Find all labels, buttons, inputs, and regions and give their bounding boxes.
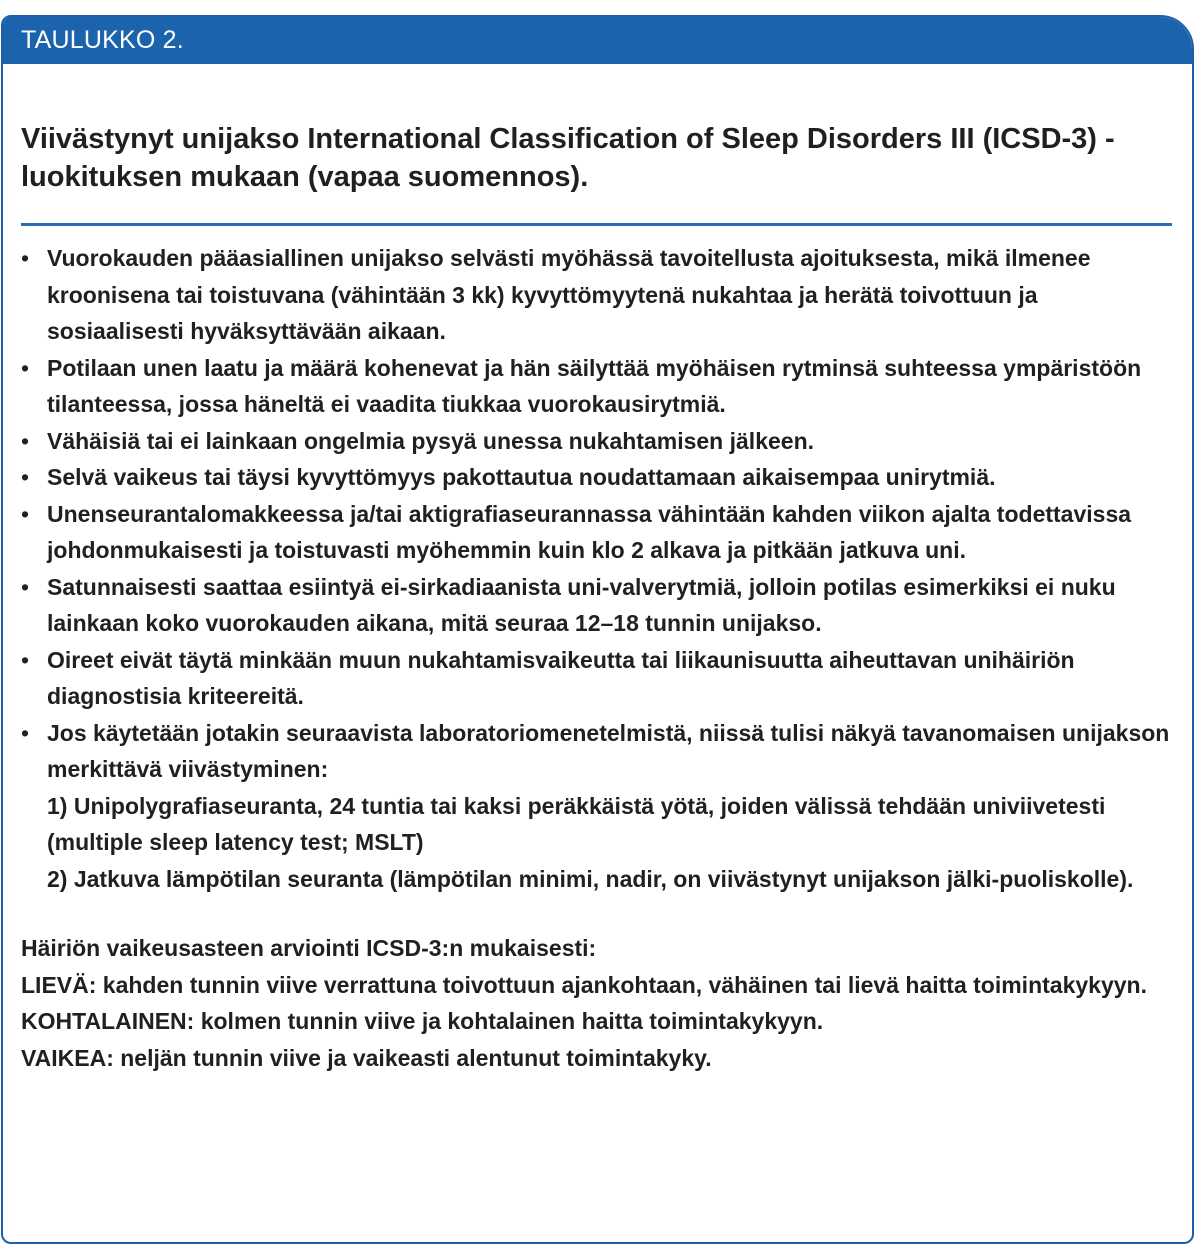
title-divider (21, 223, 1172, 226)
severity-section (21, 930, 1172, 1076)
list-item (21, 569, 1172, 642)
bullet-icon: • (21, 427, 30, 454)
list-item (21, 423, 1172, 460)
bullet-icon: • (21, 719, 30, 746)
criterion-text: Satunnaisesti saattaa esiintyä ei-sirkadiaanista uni-valverytmiä, jolloin potilas esimerkiksi ei nuku lainkaan koko vuorokauden aikana, mitä seuraa 12–18 tunnin unijakso. (47, 573, 1116, 636)
table-box (1, 15, 1194, 1244)
list-item (21, 642, 1172, 715)
list-item (21, 459, 1172, 496)
severity-severe: VAIKEA: neljän tunnin viive ja vaikeasti alentunut toimintakyky. (21, 1044, 712, 1071)
lab-method-1: 1) Unipolygrafiaseuranta, 24 tuntia tai kaksi peräkkäistä yötä, joiden välissä tehdään univiivetesti (multiple sleep latency test; MSLT) (47, 792, 1106, 855)
table-title: Viivästynyt unijakso International Classification of Sleep Disorders III (ICSD-3) -luokituksen mukaan (vapaa suomennos). (21, 123, 1115, 193)
criteria-list (21, 240, 1172, 897)
list-item (21, 240, 1172, 350)
list-item (21, 496, 1172, 569)
bullet-icon: • (21, 646, 30, 673)
severity-moderate: KOHTALAINEN: kolmen tunnin viive ja kohtalainen haitta toimintakykyyn. (21, 1008, 824, 1034)
criterion-text: Potilaan unen laatu ja määrä kohenevat ja hän säilyttää myöhäisen rytminsä suhteessa ympäristöön tilanteessa, jossa häneltä ei vaadita tiukkaa vuorokausirytmiä. (47, 354, 1142, 417)
bullet-icon: • (21, 245, 30, 271)
severity-mild: LIEVÄ: kahden tunnin viive verrattuna toivottuun ajankohtaan, vähäinen tai lievä haitta toimintakykyyn. (21, 971, 1147, 998)
bullet-icon: • (21, 464, 30, 490)
table-header-bar (3, 17, 1192, 64)
severity-heading: Häiriön vaikeusasteen arviointi ICSD-3:n mukaisesti: (21, 935, 597, 961)
bullet-icon: • (21, 500, 30, 527)
criterion-text: Selvä vaikeus tai täysi kyvyttömyys pakottautua noudattamaan aikaisempaa unirytmiä. (47, 464, 996, 490)
criterion-text: Vähäisiä tai ei lainkaan ongelmia pysyä unessa nukahtamisen jälkeen. (47, 427, 815, 454)
bullet-icon: • (21, 573, 30, 600)
list-item (21, 350, 1172, 423)
criterion-text: Vuorokauden pääasiallinen unijakso selvästi myöhässä tavoitellusta ajoituksesta, mikä ilmenee kroonisena tai toistuvana (vähintään 3 kk) kyvyttömyytenä nukahtaa ja herätä toivottuun ja sosiaalisesti hyväksyttävään aikaan. (47, 245, 1091, 344)
criterion-text: Unenseurantalomakkeessa ja/tai aktigrafiaseurannassa vähintään kahden viikon ajalta todettavissa johdonmukaisesti ja toistuvasti myöhemmin kuin klo 2 alkava ja pitkään jatkuva uni. (47, 500, 1132, 563)
lab-method-2: 2) Jatkuva lämpötilan seuranta (lämpötilan minimi, nadir, on viivästynyt unijakson jälki-puoliskolle). (47, 865, 1134, 892)
bullet-icon: • (21, 354, 30, 381)
criterion-text: Jos käytetään jotakin seuraavista laboratoriomenetelmistä, niissä tulisi näkyä tavanomaisen unijakson merkittävä viivästyminen: (47, 719, 1170, 782)
criterion-text: Oireet eivät täytä minkään muun nukahtamisvaikeutta tai liikaunisuutta aiheuttavan unihäiriön diagnostisia kriteereitä. (47, 646, 1075, 709)
list-item (21, 715, 1172, 898)
table-label: TAULUKKO 2. (21, 26, 184, 54)
